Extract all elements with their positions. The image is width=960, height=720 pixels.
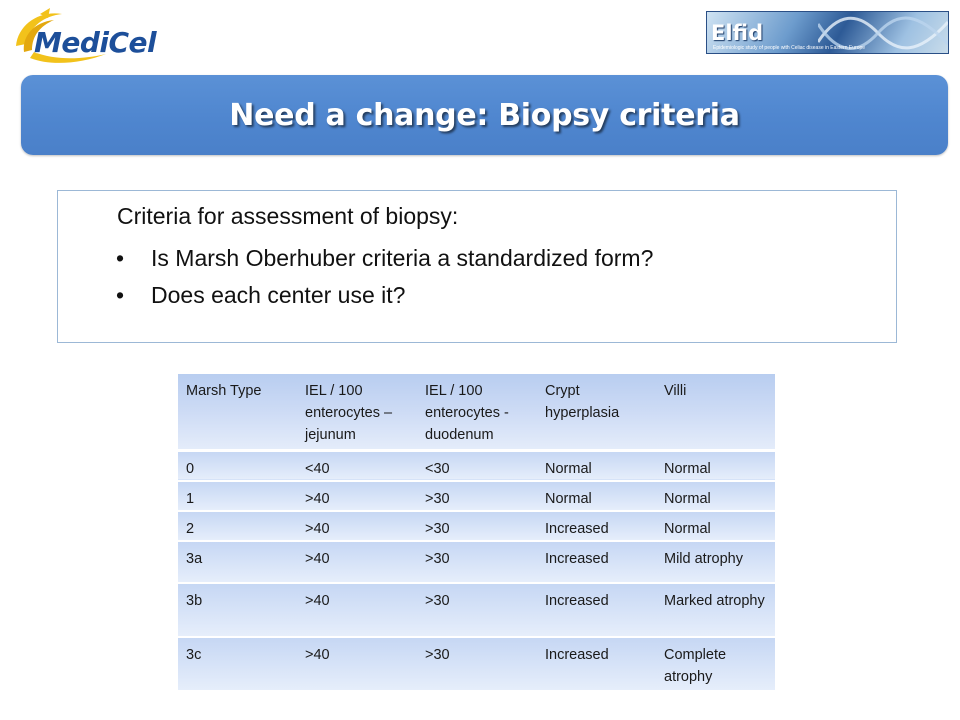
table-row	[178, 583, 775, 637]
table-header-row	[178, 374, 775, 450]
table-cell: >30	[417, 481, 537, 511]
table-cell: Increased	[537, 511, 656, 541]
table-cell: Normal	[656, 511, 775, 541]
table-cell: 2	[178, 511, 297, 541]
table-cell: >30	[417, 541, 537, 583]
table-cell: Normal	[656, 481, 775, 511]
criteria-intro: Criteria for assessment of biopsy:	[117, 203, 459, 229]
table-cell: Complete atrophy	[656, 637, 775, 691]
table-cell: Normal	[537, 481, 656, 511]
table-cell: Normal	[537, 450, 656, 481]
table-row	[178, 450, 775, 481]
table-cell: Mild atrophy	[656, 541, 775, 583]
table-cell: <30	[417, 450, 537, 481]
table-cell: >40	[297, 481, 417, 511]
header-crypt-hyperplasia: Crypt hyperplasia	[537, 374, 656, 450]
table-cell: >40	[297, 637, 417, 691]
header-marsh-type: Marsh Type	[178, 374, 297, 450]
medicel-logo-text: MediCel	[34, 26, 157, 59]
elfid-logo-subtitle: Epidemiologic study of people with Celiac disease in Eastern Europe	[713, 45, 866, 51]
table-cell: 1	[178, 481, 297, 511]
table-cell: 3a	[178, 541, 297, 583]
table-cell: Increased	[537, 583, 656, 637]
elfid-logo-text: Elfid	[711, 21, 764, 45]
bullet-icon: •	[116, 245, 125, 271]
table-cell: Increased	[537, 541, 656, 583]
criteria-list	[116, 240, 653, 314]
table-cell: Marked atrophy	[656, 583, 775, 637]
table-row	[178, 637, 775, 691]
table-cell: >30	[417, 511, 537, 541]
table-cell: 0	[178, 450, 297, 481]
table-cell: 3b	[178, 583, 297, 637]
criteria-bullet	[116, 277, 653, 314]
table-row	[178, 481, 775, 511]
bullet-icon: •	[116, 282, 125, 308]
table-cell: >30	[417, 583, 537, 637]
criteria-bullet-text: Is Marsh Oberhuber criteria a standardized form?	[151, 245, 654, 271]
table-cell: >40	[297, 511, 417, 541]
table-cell: >40	[297, 583, 417, 637]
elfid-logo	[706, 11, 949, 54]
medicel-logo	[10, 6, 170, 70]
criteria-bullet	[116, 240, 653, 277]
table-cell: <40	[297, 450, 417, 481]
table-cell: 3c	[178, 637, 297, 691]
table-row	[178, 511, 775, 541]
header-iel-jejunum: IEL / 100 enterocytes – jejunum	[297, 374, 417, 450]
table-cell: Normal	[656, 450, 775, 481]
table-cell: >30	[417, 637, 537, 691]
criteria-bullet-text: Does each center use it?	[151, 282, 406, 308]
header-iel-duodenum: IEL / 100 enterocytes - duodenum	[417, 374, 537, 450]
table-row	[178, 541, 775, 583]
slide-title: Need a change: Biopsy criteria	[229, 97, 740, 133]
title-bar	[21, 75, 948, 155]
criteria-box	[57, 190, 897, 343]
table-cell: >40	[297, 541, 417, 583]
marsh-criteria-table	[178, 374, 775, 692]
table-cell: Increased	[537, 637, 656, 691]
header-villi: Villi	[656, 374, 775, 450]
